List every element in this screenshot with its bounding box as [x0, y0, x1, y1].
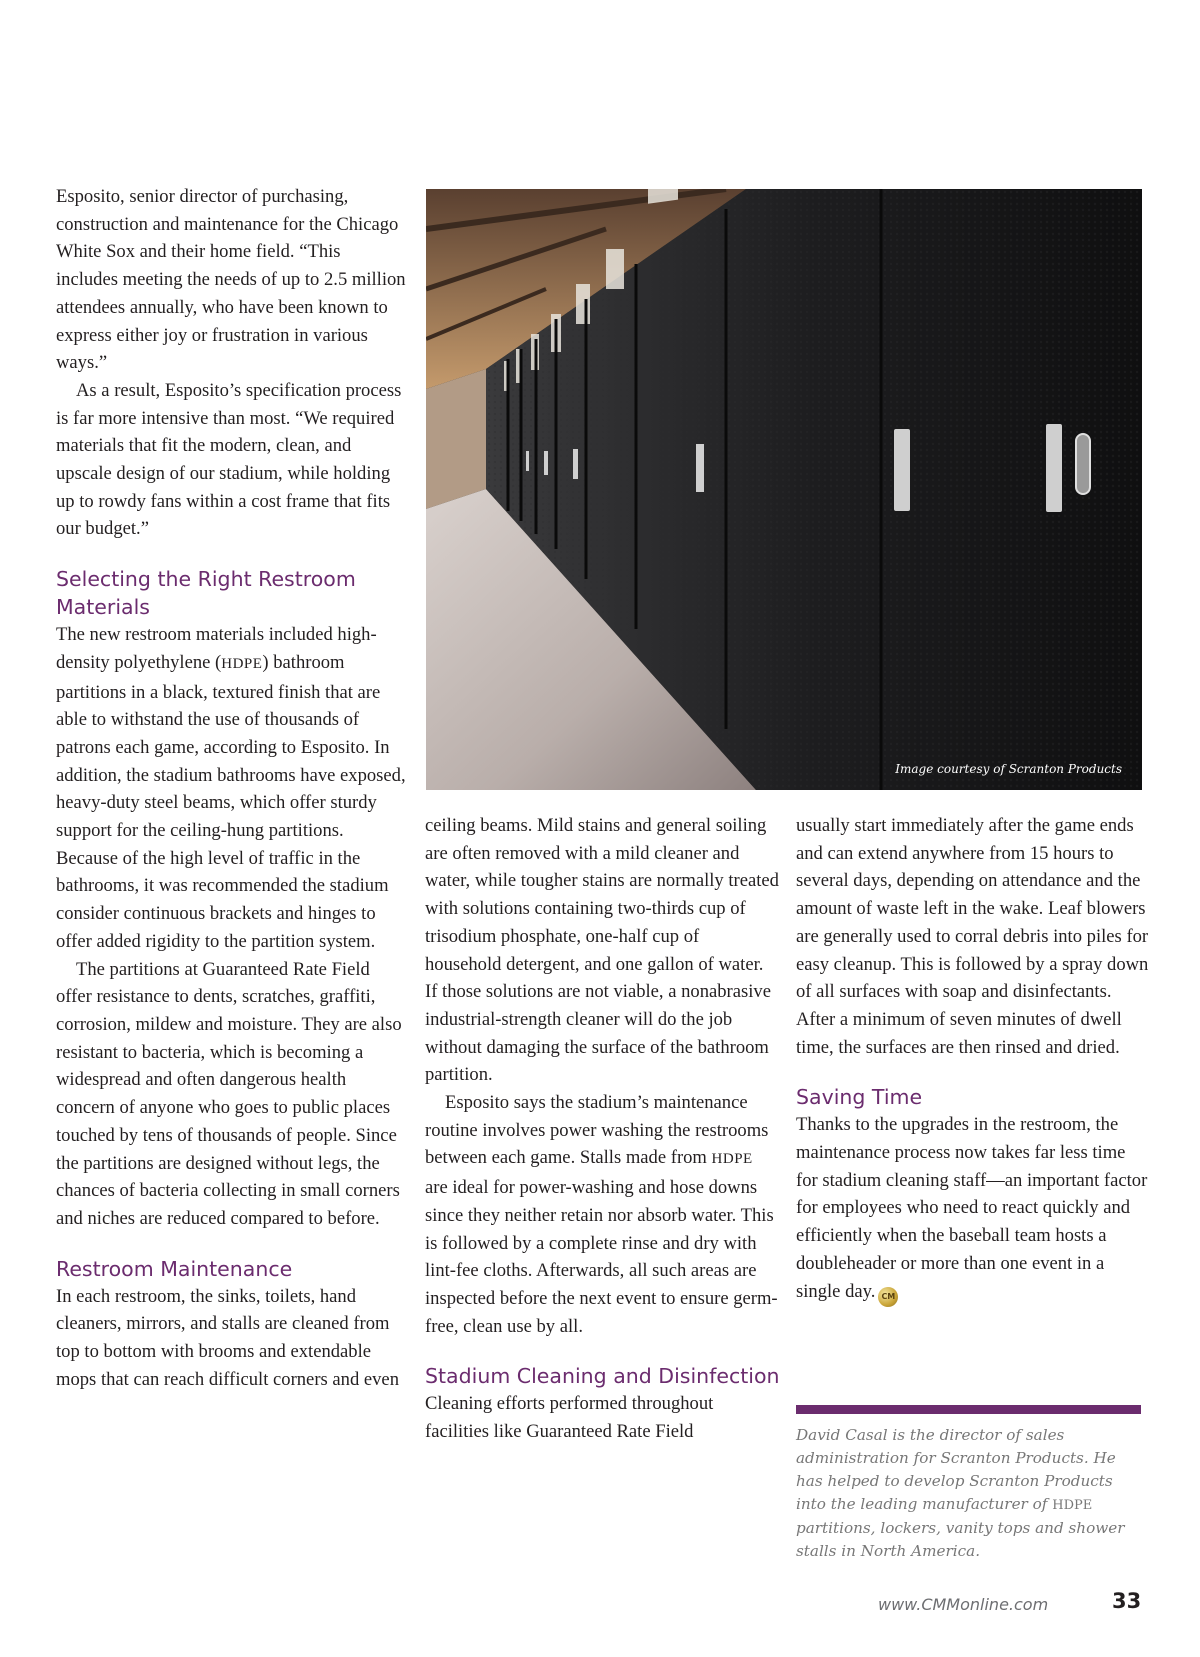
section-heading-cleaning: Stadium Cleaning and Disinfection [425, 1364, 780, 1389]
column-1 [56, 183, 406, 1393]
paragraph: The partitions at Guaranteed Rate Field offer resistance to dents, scratches, graffiti, corrosion, mildew and moisture. They are also resistant to bacteria, which is becoming a widespread and often dangerous health concern of anyone who goes to public places touched by tens of thousands of people. Since the partitions are designed without legs, the chances of bacteria collecting in small corners and niches are reduced compared to before. [56, 958, 402, 1229]
paragraph: usually start immediately after the game ends and can extend anywhere from 15 hours to several days, depending on attendance and the amount of waste left in the wake. Leaf blowers are generally used to corral debris into piles for easy cleanup. This is followed by a spray down of all surfaces with soap and disinfectants. After a minimum of seven minutes of dwell time, the surfaces are then rinsed and dried. [796, 815, 1149, 1058]
abbr-hdpe: HDPE [1052, 1498, 1093, 1513]
paragraph: ceiling beams. Mild stains and general soiling are often removed with a mild cleaner and water, while tougher stains are normally treated with solutions containing two-thirds cup of trisodium phosphate, one-half cup of household detergent, and one gallon of water. If those solutions are not viable, a nonabrasive industrial-strength cleaner will do the job without damaging the surface of the bathroom partition. [425, 815, 779, 1086]
paragraph [56, 621, 406, 955]
author-bio [796, 1424, 1141, 1563]
paragraph: Cleaning efforts performed throughout facilities like Guaranteed Rate Field [425, 1393, 714, 1443]
bio-divider [796, 1405, 1141, 1414]
paragraph [796, 1111, 1151, 1306]
text: David Casal is the director of sales administration for Scranton Products. He has helped to develop Scranton Products into the leading manufacturer of [796, 1426, 1116, 1513]
page-number: 33 [1112, 1589, 1142, 1613]
paragraph: As a result, Esposito’s specification process is far more intensive than most. “We required materials that fit the modern, clean, and upscale design of our stadium, while holding up to rowdy fans within a cost frame that fits our budget.” [56, 379, 402, 540]
paragraph: Esposito, senior director of purchasing, construction and maintenance for the Chicago White Sox and their home field. “This includes meeting the needs of up to 2.5 million attendees annually, who have been known to express either joy or frustration in various ways.” [56, 186, 406, 374]
photo-credit: Image courtesy of Scranton Products [895, 762, 1122, 776]
column-2 [425, 812, 780, 1446]
text: ) bathroom partitions in a black, textured finish that are able to withstand the use of thousands of patrons each game, according to Esposito. In addition, the stadium bathrooms have exposed, heavy-duty steel beams, which offer sturdy support for the ceiling-hung partitions. Because of the high level of traffic in the bathrooms, it was recommended the stadium consider continuous brackets and hinges to offer added rigidity to the partition system. [56, 651, 406, 952]
text: partitions, lockers, vanity tops and shower stalls in North America. [796, 1519, 1125, 1560]
text: are ideal for power-washing and hose downs since they neither retain nor absorb water. This is followed by a complete rinse and dry with lint-fee cloths. Afterwards, all such areas are inspected before the next event to ensure germ-free, clean use by all. [425, 1177, 778, 1337]
section-heading-saving-time: Saving Time [796, 1085, 923, 1110]
section-heading-maintenance: Restroom Maintenance [56, 1256, 293, 1281]
section-heading-materials: Selecting the Right Restroom Materials [56, 567, 356, 620]
column-3 [796, 812, 1151, 1307]
restroom-partitions-photo [426, 189, 1142, 790]
photo-illustration [426, 189, 1142, 790]
text: Esposito says the stadium’s maintenance routine involves power washing the restrooms between each game. Stalls made from [425, 1092, 769, 1169]
footer-url[interactable]: www.CMMonline.com [878, 1595, 1049, 1614]
paragraph [425, 1089, 780, 1340]
abbr-hdpe: HDPE [711, 1151, 753, 1168]
text: Thanks to the upgrades in the restroom, the maintenance process now takes far less time for stadium cleaning staff—an important factor for employees who need to react quickly and efficiently when the baseball team hosts a doubleheader or more than one event in a single day. [796, 1114, 1148, 1302]
paragraph: In each restroom, the sinks, toilets, hand cleaners, mirrors, and stalls are cleaned from top to bottom with brooms and extendable mops that can reach difficult corners and even [56, 1285, 399, 1390]
cm-end-mark-icon: CM [878, 1287, 898, 1307]
abbr-hdpe: HDPE [221, 655, 263, 672]
text: The new restroom materials included high-density polyethylene ( [56, 624, 377, 673]
